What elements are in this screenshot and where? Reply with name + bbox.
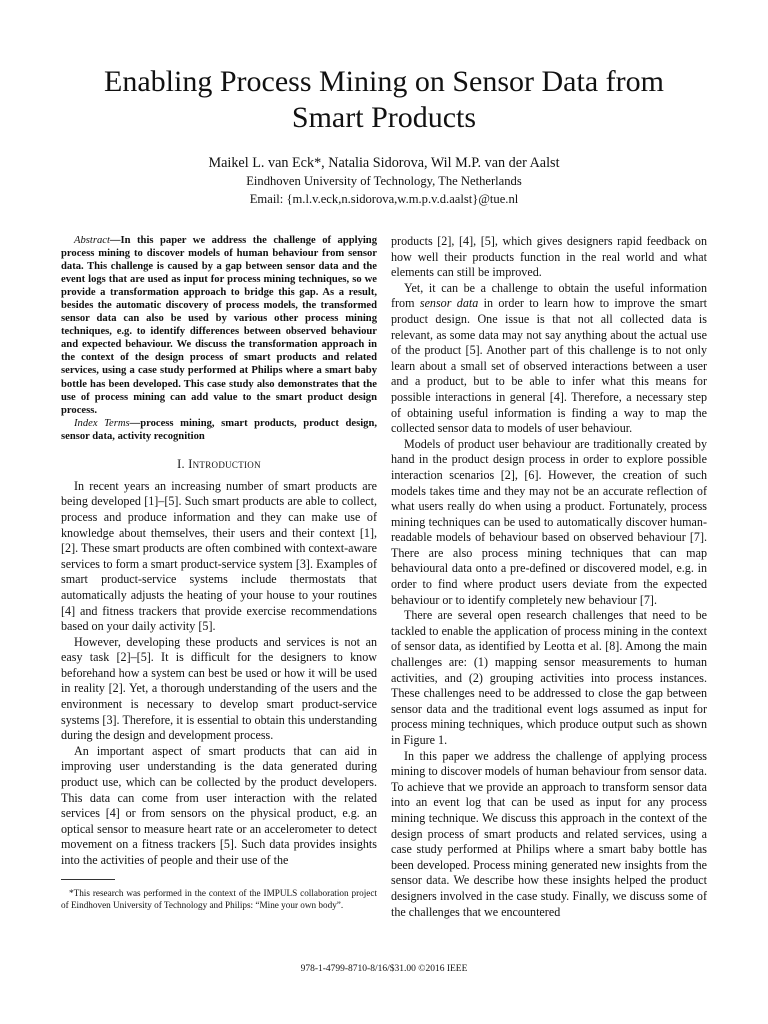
abstract-label: Abstract	[74, 235, 110, 246]
footnote-divider	[61, 879, 115, 880]
abstract	[61, 234, 377, 417]
index-terms-text: —process mining, smart products, product design, sensor data, activity recognition	[61, 417, 377, 442]
paper-title	[40, 64, 728, 136]
right-p2-after: in order to learn how to improve the smart product design. One issue is that not all collected data is relevant, as some data may not say anything about the actual use of the product [5]. Another part of this challenge is to not only learn about a small set of observed interactions between a user and a product, but to be able to infer what this means for possible interactions in general [4]. Therefore, a necessary step of obtaining useful information is finding a way to map the collected sensor data to models of user behaviour.	[391, 296, 707, 436]
intro-paragraph-2: However, developing these products and services is not an easy task [2]–[5]. It is difficult for the designers to know beforehand how a system can best be used or how it will be used in reality [2]. Yet, a thorough understanding of the users and the environment is necessary to develop smart product-service systems [3]. Therefore, it is essential to obtain this understanding during the design and development process.	[61, 634, 377, 743]
right-paragraph-1: products [2], [4], [5], which gives designers rapid feedback on how well their products function in the real world and what elements can still be improved.	[391, 234, 707, 280]
email-line: Email: {m.l.v.eck,n.sidorova,w.m.p.v.d.aalst}@tue.nl	[249, 192, 519, 206]
affiliation: Eindhoven University of Technology, The Netherlands	[246, 174, 522, 188]
section-heading-introduction: I. Introduction	[177, 456, 261, 471]
footnote: *This research was performed in the context of the IMPULS collaboration project of Eindhoven University of Technology and Philips: “Mine your own body”.	[61, 888, 377, 910]
abstract-text: —In this paper we address the challenge of applying process mining to discover models of human behaviour from sensor data. This challenge is caused by a gap between sensor data and the event logs that are used as input for process mining techniques, so we provide a transformation approach to bridge this gap. As a result, besides the automatic discovery of process models, the transformed sensor data can also be used by various other process mining techniques, e.g. to identify differences between observed behaviour and expected behaviour. We discuss the transformation approach in the context of the design process of smart products and related services, using a case study performed at Philips where a smart baby bottle has been developed. This case study also demonstrates that the use of process mining can add value to the smart product design process.	[61, 235, 377, 416]
right-p2-emphasis: sensor data	[419, 296, 479, 311]
title-line-2: Smart Products	[291, 101, 477, 134]
right-paragraph-4: There are several open research challenges that need to be tackled to enable the application of process mining in the context of sensor data, as identified by Leotta et al. [8]. Among the main challenges are: (1) mapping sensor measurements to human activities, and (2) grouping activities into process instances. These challenges need to be addressed to close the gap between sensor data and the traditional event logs assumed as input for process mining techniques, which produce output such as shown in Figure 1.	[391, 608, 707, 747]
right-paragraph-5: In this paper we address the challenge of applying process mining to discover models of human behaviour from sensor data. To achieve that we provide an approach to transform sensor data into an event log that can be used as input for any process mining technique. We discuss this approach in the context of the design process of smart products and related services, using a case study performed at Philips where a smart baby bottle has been developed. Process mining generated new insights from the sensor data. We describe how these insights helped the product designers involved in the case study. Finally, we discuss some of the challenges that we encountered	[391, 748, 707, 919]
index-terms-label: Index Terms	[74, 417, 130, 429]
copyright-footer: 978-1-4799-8710-8/16/$31.00 ©2016 IEEE	[300, 964, 468, 974]
intro-paragraph-1: In recent years an increasing number of smart products are being developed [1]–[5]. Such smart products are able to collect, process and produce information and they can make use of knowledge about themselves, their users and their context [1], [2]. These smart products are often combined with context-aware services to form a smart product-service system [3]. Examples of smart product-service systems include thermostats that automatically adjusts the heating of your house to your routines [4] and fitness trackers that provide exercise recommendations based on your daily activity [5].	[61, 478, 377, 634]
intro-paragraph-3: An important aspect of smart products that can aid in improving user understanding is the data generated during product use, which can be collected by the product developers. This data can come from user interaction with the related services [4] or from sensors on the physical product, e.g. an optical sensor to measure heart rate or an accelerometer to detect movement on a fitness trackers [5]. Such data provides insights into the activities of people and their use of the	[61, 743, 377, 867]
right-paragraph-2	[391, 281, 707, 437]
index-terms	[61, 417, 377, 443]
left-column	[61, 234, 377, 869]
right-column	[391, 234, 707, 920]
title-line-1: Enabling Process Mining on Sensor Data from	[104, 65, 664, 98]
author-list: Maikel L. van Eck*, Natalia Sidorova, Wil M.P. van der Aalst	[208, 155, 560, 171]
right-paragraph-3: Models of product user behaviour are traditionally created by hand in the product design process in order to explore possible interaction scenarios [2], [6]. However, the creation of such models takes time and they may not be an accurate reflection of what users really do when using a product. Fortunately, process mining techniques can be used to automatically discover human-readable models of behaviour based on observed behaviour [7]. There are also process mining techniques that can map behavioural data onto a pre-defined or discovered model, e.g. in order to find where product users deviate from the expected behaviour or to identify completely new behaviour [7].	[391, 436, 707, 607]
right-p2-before: Yet, it can be a challenge to obtain the useful information from	[391, 280, 707, 311]
